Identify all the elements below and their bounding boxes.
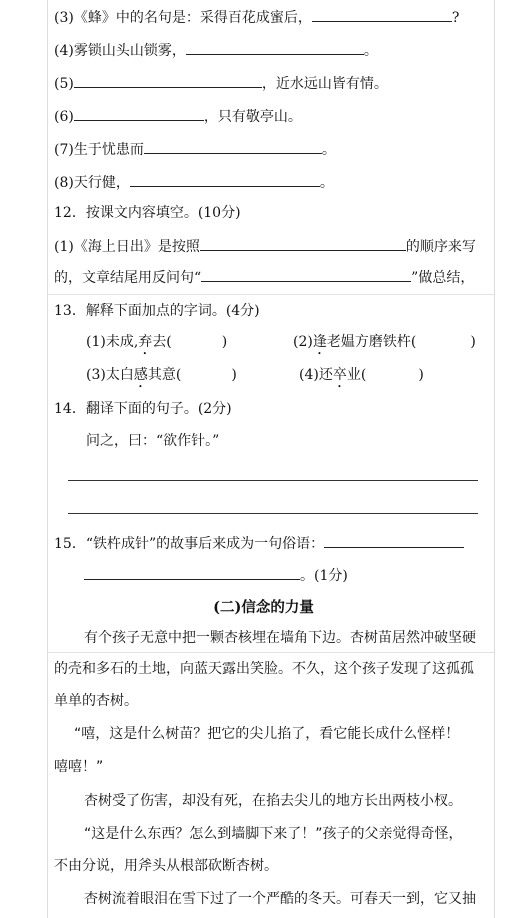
answer-blank[interactable] xyxy=(74,73,262,88)
passage-line: 的壳和多石的土地，向蓝天露出笑脸。不久，这个孩子发现了这孤孤 xyxy=(54,661,474,677)
answer-blank[interactable] xyxy=(324,533,464,548)
poem-item-6: (6) ，只有敬亭山。 xyxy=(54,106,302,126)
q13-item-1: (1)未成,弃去( ) xyxy=(86,334,228,350)
q12-line-1: (1)《海上日出》是按照 的顺序来写 xyxy=(54,236,476,256)
answer-blank[interactable] xyxy=(200,236,406,251)
answer-blank[interactable] xyxy=(84,565,300,580)
q15-line-2: 。(1分) xyxy=(84,565,348,585)
passage-line: 有个孩子无意中把一颗杏核埋在墙角下边。杏树苗居然冲破坚硬 xyxy=(84,630,476,646)
answer-blank[interactable] xyxy=(130,172,320,187)
q14-sentence: 问之，曰：“欲作针。” xyxy=(86,433,220,449)
page-divider xyxy=(48,652,494,653)
passage-line: “嘻，这是什么树苗？把它的尖儿掐了，看它能长成什么怪样！ xyxy=(74,726,460,742)
q13-title: 13．解释下面加点的字词。(4分) xyxy=(54,303,260,319)
passage-line: 单单的杏树。 xyxy=(54,693,138,709)
q13-item-2: (2)逢老媪方磨铁杵( ) xyxy=(293,334,476,350)
passage-line: 杏树流着眼泪在雪下过了一个严酷的冬天。可春天一到，它又抽 xyxy=(84,891,476,907)
answer-blank[interactable] xyxy=(144,139,322,154)
q12-line-2: 的，文章结尾用反问句“ ”做总结， xyxy=(54,267,474,287)
answer-blank[interactable] xyxy=(74,106,204,121)
answer-line[interactable] xyxy=(68,480,478,481)
passage-line: 不由分说，用斧头从根部砍断杏树。 xyxy=(54,858,278,874)
poem-item-8: (8)天行健， 。 xyxy=(54,172,334,192)
passage-line: “这是什么东西？怎么到墙脚下来了！”孩子的父亲觉得奇怪， xyxy=(84,826,463,842)
q13-item-4: (4)还卒业( ) xyxy=(299,367,424,383)
left-page-border xyxy=(47,0,48,918)
passage-line: 杏树受了伤害，却没有死，在掐去尖儿的地方长出两枝小杈。 xyxy=(84,793,462,809)
right-page-border xyxy=(494,0,495,918)
q15-text: 15．“铁杵成针”的故事后来成为一句俗语： xyxy=(54,533,464,553)
answer-line[interactable] xyxy=(68,513,478,514)
q13-item-3: (3)太白感其意( ) xyxy=(86,367,237,383)
passage-line: 嘻嘻！” xyxy=(54,759,104,775)
q12-title: 12．按课文内容填空。(10分) xyxy=(54,205,241,221)
poem-item-5: (5) ，近水远山皆有情。 xyxy=(54,73,388,93)
poem-item-3: (3)《蜂》中的名句是：采得百花成蜜后， ? xyxy=(54,7,459,27)
poem-item-7: (7)生于忧患而 。 xyxy=(54,139,336,159)
answer-blank[interactable] xyxy=(312,7,452,22)
section-divider xyxy=(48,294,494,295)
poem-item-4: (4)雾锁山头山锁雾， 。 xyxy=(54,40,378,60)
answer-blank[interactable] xyxy=(201,267,411,282)
q14-title: 14．翻译下面的句子。(2分) xyxy=(54,401,232,417)
answer-blank[interactable] xyxy=(186,40,364,55)
reading-title: (二)信念的力量 xyxy=(213,599,314,616)
